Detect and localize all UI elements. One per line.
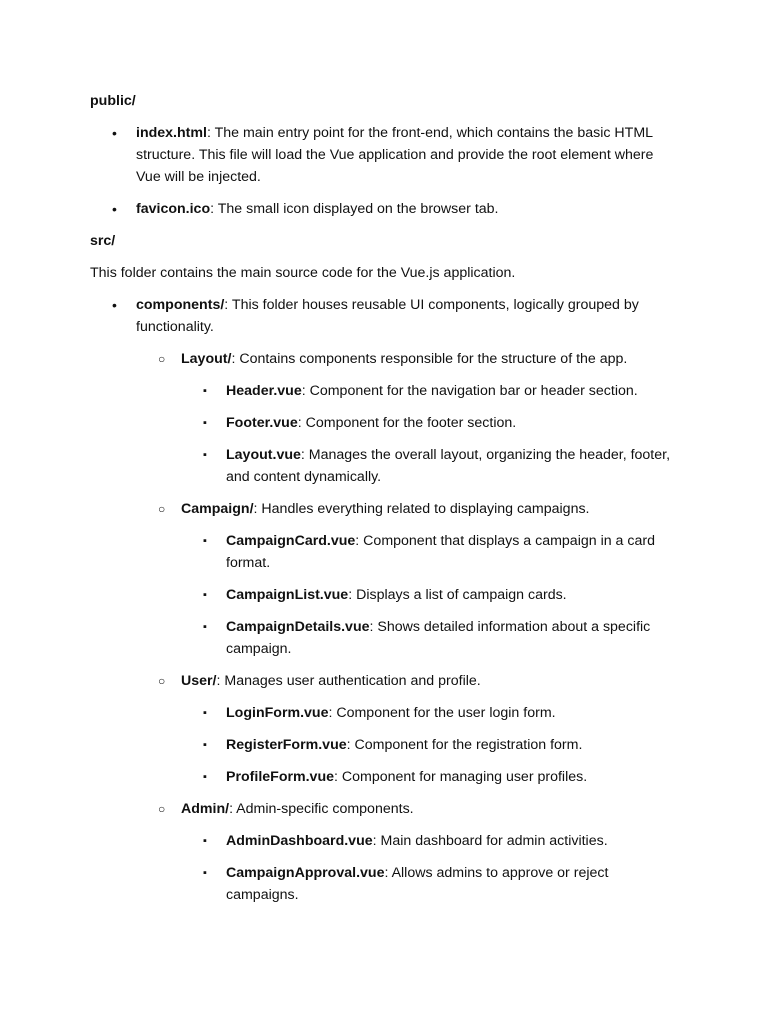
list-item-description: : Manages user authentication and profile.: [216, 673, 481, 689]
list-item-description: : Displays a list of campaign cards.: [348, 587, 567, 603]
list-item-term: RegisterForm.vue: [226, 737, 347, 753]
list-item-term: ProfileForm.vue: [226, 769, 335, 785]
list-item-text: [181, 348, 680, 370]
filled-circle-bullet-icon: •: [112, 297, 117, 313]
list-item: [90, 862, 680, 906]
list-item-description: : Admin-specific components.: [229, 801, 414, 817]
list-item-description: : Component that displays a campaign in a card format.: [226, 533, 655, 571]
list-item-term: CampaignDetails.vue: [226, 619, 370, 635]
list-item-term: Layout/: [181, 351, 232, 367]
list-item-text: [136, 122, 680, 188]
list-item-description: : The small icon displayed on the browser tab.: [210, 201, 499, 217]
list-item: [90, 348, 680, 370]
square-bullet-icon: ▪: [203, 867, 207, 879]
list-item-description: : Component for managing user profiles.: [334, 769, 588, 785]
hollow-circle-bullet-icon: ○: [158, 802, 166, 816]
list-item-text: [226, 616, 680, 660]
section-heading-text: src/: [90, 233, 116, 249]
list-item-description: : Component for the registration form.: [346, 737, 583, 753]
list-item-text: [181, 670, 680, 692]
list-item-term: Header.vue: [226, 383, 302, 399]
list-item: [90, 734, 680, 756]
list-item: [90, 198, 680, 220]
square-bullet-icon: ▪: [203, 835, 207, 847]
list-item-text: [181, 498, 680, 520]
list-item: [90, 498, 680, 520]
list-item-description: : This folder houses reusable UI components, logically grouped by functionality.: [136, 297, 639, 335]
list-item-term: LoginForm.vue: [226, 705, 329, 721]
list-item: [90, 702, 680, 724]
list-item-text: [226, 530, 680, 574]
list-item-description: : Main dashboard for admin activities.: [372, 833, 608, 849]
list-item-term: components/: [136, 297, 225, 313]
filled-circle-bullet-icon: •: [112, 125, 117, 141]
list-item-term: index.html: [136, 125, 207, 141]
list-item-description: : Handles everything related to displaying campaigns.: [253, 501, 590, 517]
square-bullet-icon: ▪: [203, 771, 207, 783]
list-item-description: : The main entry point for the front-end, which contains the basic HTML structure. This file will load the Vue application and provide the root element where Vue will be injected.: [136, 125, 654, 185]
list-item: [90, 584, 680, 606]
paragraph: This folder contains the main source code for the Vue.js application.: [90, 265, 516, 281]
list-item-description: : Contains components responsible for the structure of the app.: [231, 351, 628, 367]
hollow-circle-bullet-icon: ○: [158, 674, 166, 688]
section-heading-text: public/: [90, 93, 136, 109]
list-item-description: : Component for the footer section.: [297, 415, 517, 431]
list-item: [90, 830, 680, 852]
list-item-description: : Manages the overall layout, organizing the header, footer, and content dynamically.: [226, 447, 671, 485]
list-item-text: [226, 412, 680, 434]
list-item-description: : Component for the navigation bar or header section.: [301, 383, 638, 399]
list-item-description: : Component for the user login form.: [328, 705, 556, 721]
list-item: [90, 616, 680, 660]
list-item: [90, 530, 680, 574]
list-item-text: [226, 862, 680, 906]
square-bullet-icon: ▪: [203, 385, 207, 397]
list-item-term: Layout.vue: [226, 447, 301, 463]
list-item-text: [181, 798, 680, 820]
square-bullet-icon: ▪: [203, 535, 207, 547]
list-item-term: Footer.vue: [226, 415, 298, 431]
square-bullet-icon: ▪: [203, 739, 207, 751]
square-bullet-icon: ▪: [203, 449, 207, 461]
list-item: [90, 766, 680, 788]
list-item-text: [226, 380, 680, 402]
list-item-text: [226, 584, 680, 606]
list-item: [90, 412, 680, 434]
list-item: [90, 380, 680, 402]
square-bullet-icon: ▪: [203, 417, 207, 429]
list-item-term: favicon.ico: [136, 201, 211, 217]
list-item-term: Campaign/: [181, 501, 254, 517]
hollow-circle-bullet-icon: ○: [158, 352, 166, 366]
list-item: [90, 670, 680, 692]
list-item-text: [226, 734, 680, 756]
square-bullet-icon: ▪: [203, 589, 207, 601]
list-item-text: [226, 444, 680, 488]
list-item-text: [226, 830, 680, 852]
hollow-circle-bullet-icon: ○: [158, 502, 166, 516]
list-item-term: AdminDashboard.vue: [226, 833, 373, 849]
list-item-description: : Allows admins to approve or reject campaigns.: [226, 865, 609, 903]
section-heading: [90, 230, 680, 252]
list-item-term: CampaignApproval.vue: [226, 865, 385, 881]
list-item: [90, 798, 680, 820]
filled-circle-bullet-icon: •: [112, 201, 117, 217]
list-item: [90, 122, 680, 188]
square-bullet-icon: ▪: [203, 707, 207, 719]
list-item-text: [226, 766, 680, 788]
square-bullet-icon: ▪: [203, 621, 207, 633]
list-item-term: CampaignList.vue: [226, 587, 349, 603]
list-item-text: [226, 702, 680, 724]
list-item-description: : Shows detailed information about a specific campaign.: [226, 619, 651, 657]
document-body: [90, 90, 680, 916]
list-item: [90, 444, 680, 488]
list-item-term: User/: [181, 673, 217, 689]
list-item: [90, 294, 680, 338]
list-item-text: [136, 294, 680, 338]
list-item-term: Admin/: [181, 801, 230, 817]
list-item-term: CampaignCard.vue: [226, 533, 356, 549]
section-heading: [90, 90, 680, 112]
list-item-text: [136, 198, 680, 220]
